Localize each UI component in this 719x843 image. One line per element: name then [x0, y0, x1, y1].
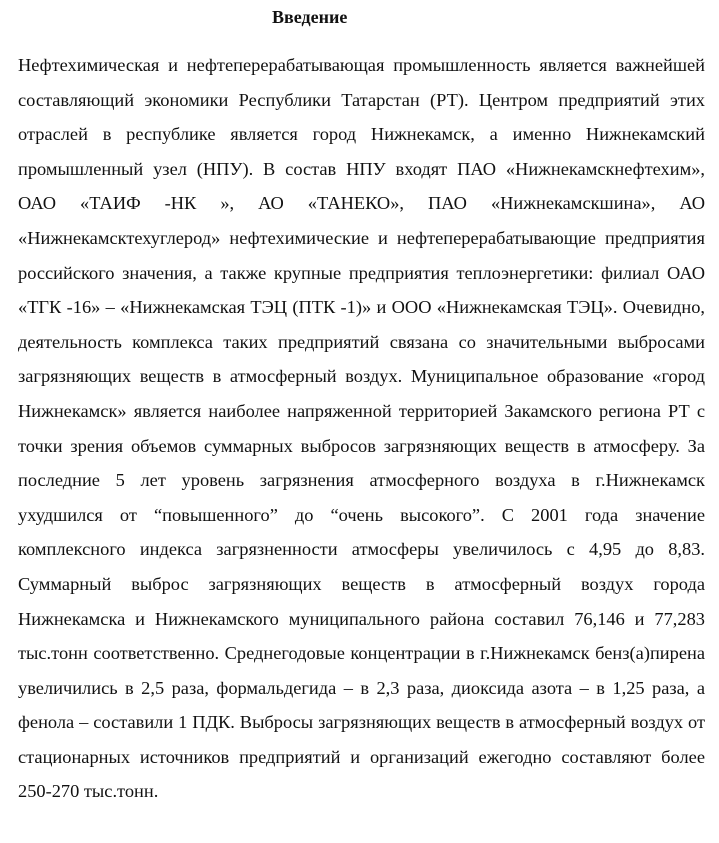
body-paragraph: Нефтехимическая и нефтеперерабатывающая промышленность является важнейшей составляющий экономики Республики Татарстан (РТ). Центром предприятий этих отраслей в республике является город Нижнекамск, а именно Нижнекамский промышленный узел (НПУ). В состав НПУ входят ПАО «Нижнекамскнефтехим», ОАО «ТАИФ -НК », АО «ТАНЕКО», ПАО «Нижнекамскшина», АО «Нижнекамсктехуглерод» нефтехимические и нефтеперерабатывающие предприятия российского значения, а также крупные предприятия теплоэнергетики: филиал ОАО «ТГК -16» – «Нижнекамская ТЭЦ (ПТК -1)» и ООО «Нижнекамская ТЭЦ». Очевидно, деятельность комплекса таких предприятий связана со значительными выбросами загрязняющих веществ в атмосферный воздух. Муниципальное образование «город Нижнекамск» является наиболее напряженной территорией Закамского региона РТ с точки зрения объемов суммарных выбросов загрязняющих веществ в атмосферу. За последние 5 лет уровень загрязнения атмосферного воздуха в г.Нижнекамск ухудшился от “повышенного” до “очень высокого”. С 2001 года значение комплексного индекса загрязненности атмосферы увеличилось с 4,95 до 8,83. Суммарный выброс загрязняющих веществ в атмосферный воздух города Нижнекамска и Нижнекамского муниципального района составил 76,146 и 77,283 тыс.тонн соответственно. Среднегодовые концентрации в г.Нижнекамск бенз(а)пирена увеличились в 2,5 раза, формальдегида – в 2,3 раза, диоксида азота – в 1,25 раза, а фенола – составили 1 ПДК. Выбросы загрязняющих веществ в атмосферный воздух от стационарных источников предприятий и организаций ежегодно составляют более 250-270 тыс.тонн.: [18, 55, 705, 802]
page-title: Введение: [272, 7, 348, 27]
